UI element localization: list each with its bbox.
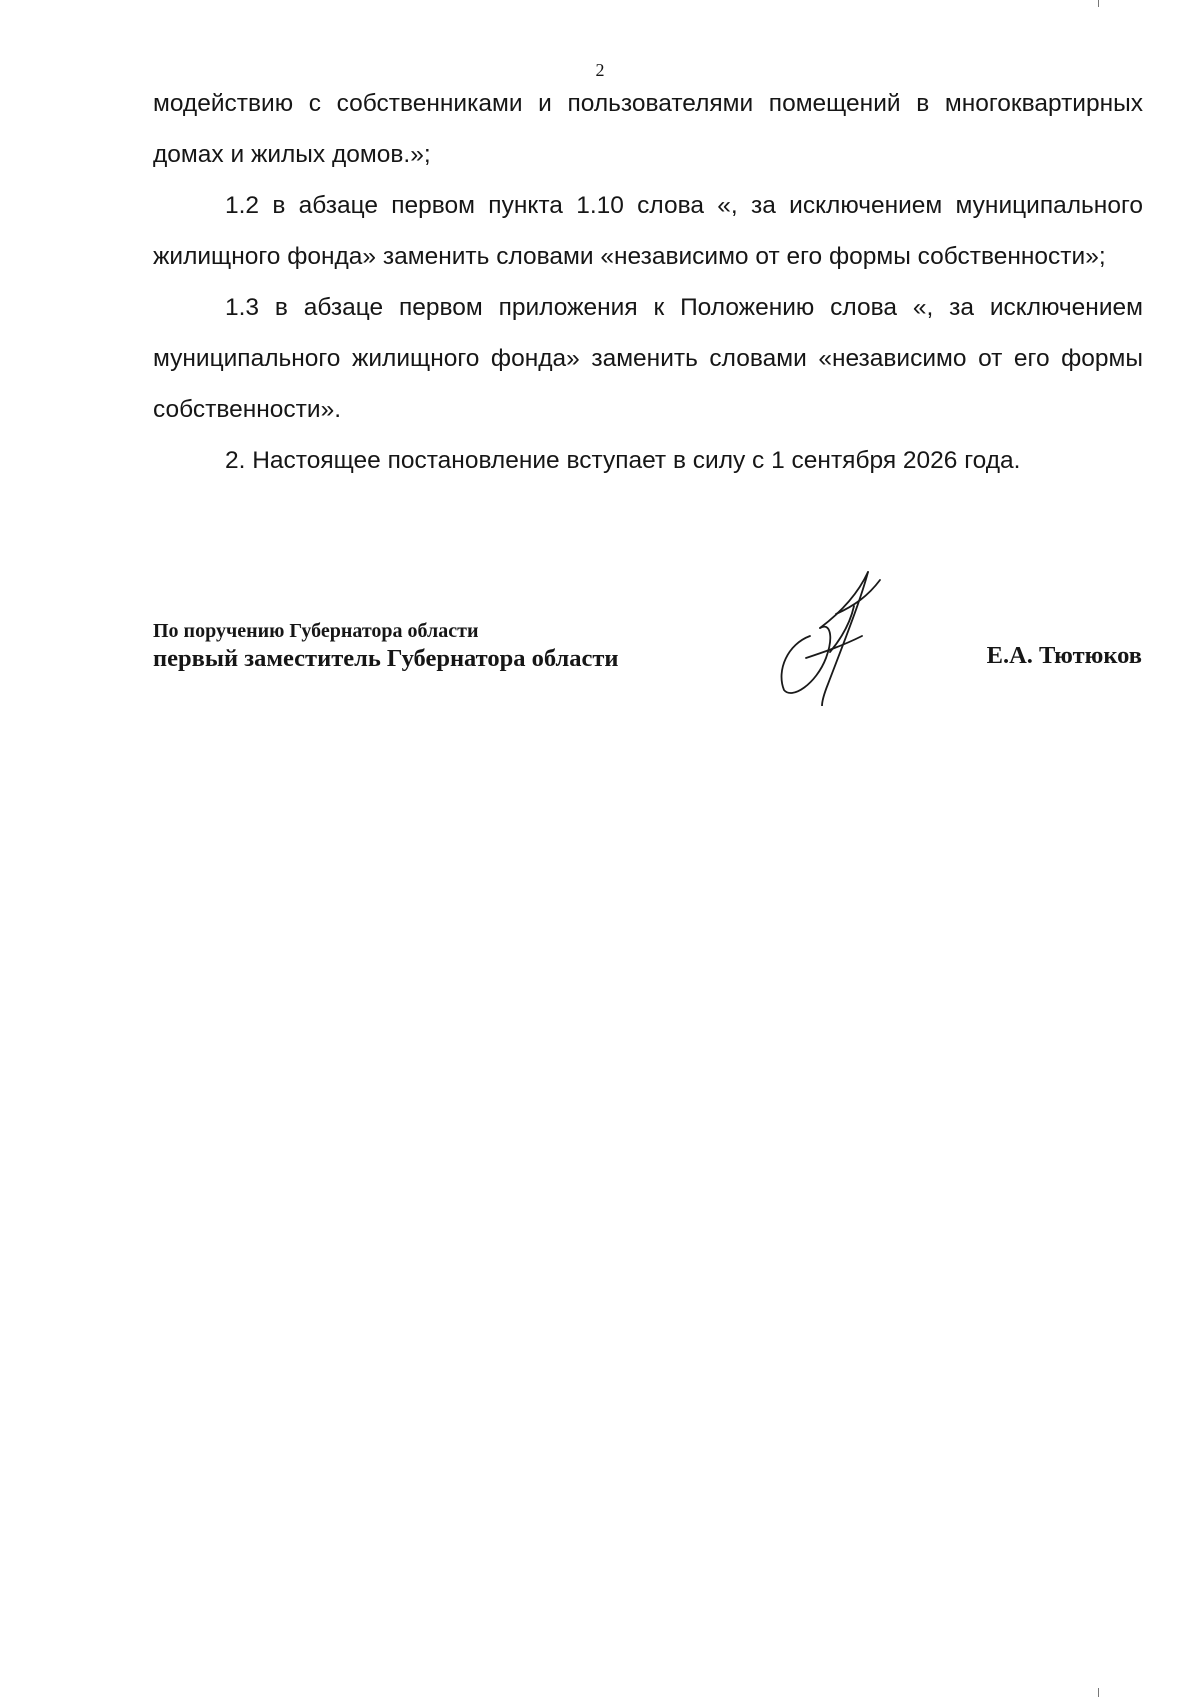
paragraph-item-1-3: 1.3 в абзаце первом приложения к Положению слова «, за исключением муниципального жилищного фонда» заменить словами «независимо от его формы собственности». (153, 294, 1143, 423)
signature-block (153, 618, 619, 674)
document-body (153, 78, 1143, 486)
signer-name: Е.А. Тютюков (986, 642, 1142, 669)
authority-line: По поручению Губернатора области (153, 620, 479, 642)
scan-mark-top-right (1098, 0, 1099, 7)
paragraph-item-2: 2. Настоящее постановление вступает в силу с 1 сентября 2026 года. (225, 447, 1021, 474)
paragraph-item-1-2: 1.2 в абзаце первом пункта 1.10 слова «, за исключением муниципального жилищного фонда» заменить словами «независимо от его формы собственности»; (153, 192, 1143, 270)
scan-mark-bottom-right (1098, 1688, 1099, 1697)
position-line: первый заместитель Губернатора области (153, 645, 619, 672)
handwritten-signature-icon (770, 566, 890, 706)
paragraph-continuation: модействию с собственниками и пользователями помещений в многоквартирных домах и жилых домов.»; (153, 90, 1143, 168)
page-number: 2 (595, 60, 605, 80)
